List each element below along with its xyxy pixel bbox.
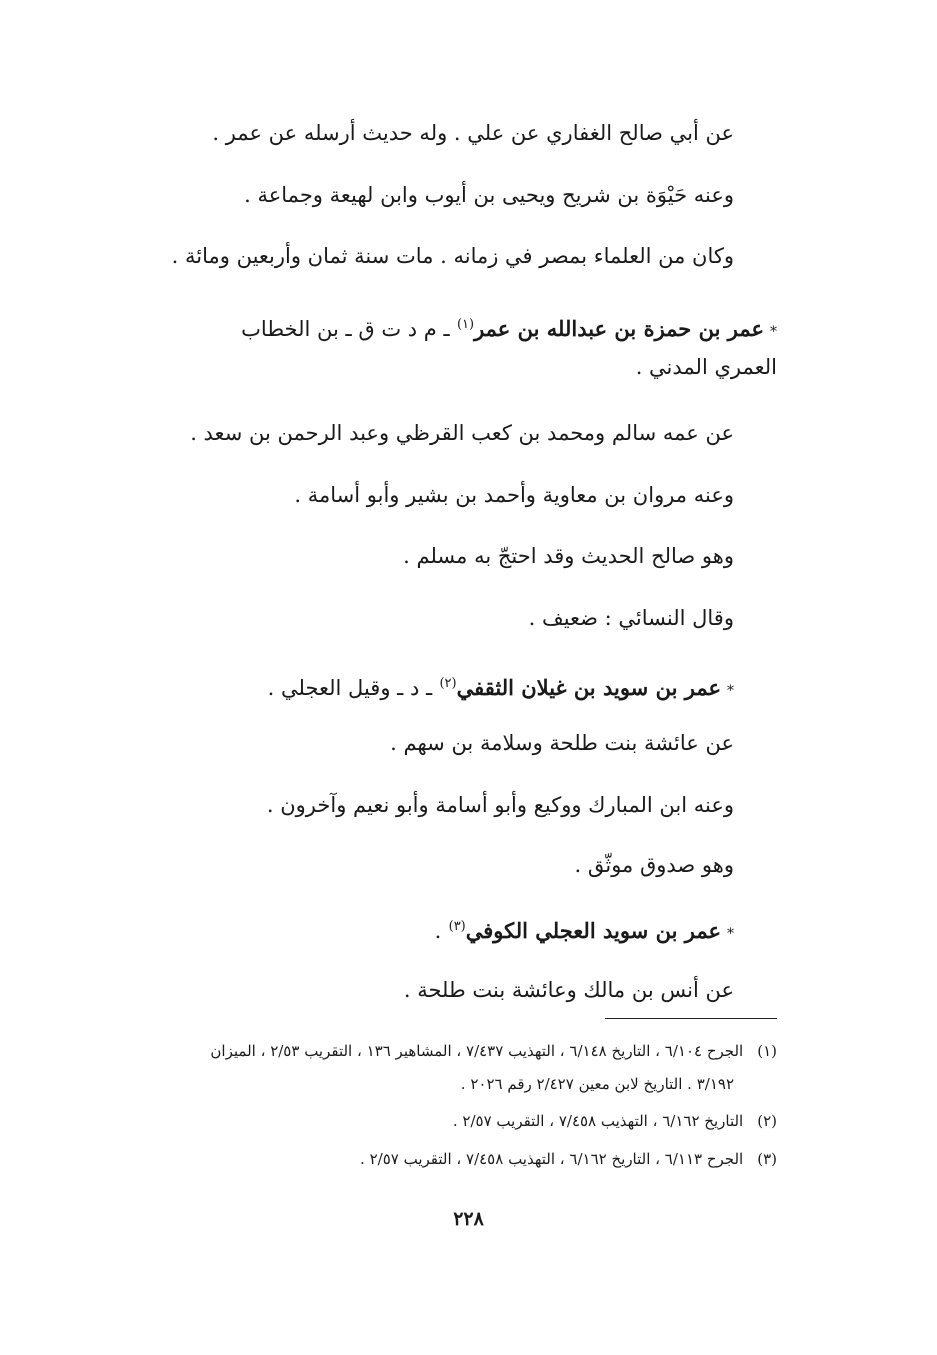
entry-name: عمر بن سويد بن غيلان الثقفي xyxy=(456,675,721,700)
text-line: وكان من العلماء بمصر في زمانه . مات سنة ثمان وأربعين ومائة . xyxy=(171,244,734,268)
footnote-ref: (٣) xyxy=(448,919,466,934)
text-line: وهو صالح الحديث وقد احتجّ به مسلم . xyxy=(403,544,734,568)
entry-star: * xyxy=(727,683,734,699)
page-number: ٢٢٨ xyxy=(453,1208,484,1230)
footnote xyxy=(360,1148,777,1170)
entry-heading xyxy=(268,669,734,706)
footnote-number: (١) xyxy=(757,1042,777,1060)
footnote-text: التاريخ ٦/١٦٢ ، التهذيب ٧/٤٥٨ ، التقريب ٢/٥٧ . xyxy=(452,1112,744,1130)
text-line: عن أبي صالح الغفاري عن علي . وله حديث أرسله عن عمر . xyxy=(212,121,734,145)
text-line: وهو صدوق موثّق . xyxy=(574,853,734,877)
entry-rest: . xyxy=(434,919,442,943)
footnote xyxy=(210,1040,777,1062)
entry-heading xyxy=(435,912,734,949)
entry-continuation: العمري المدني . xyxy=(635,355,777,379)
text-line: عن عمه سالم ومحمد بن كعب القرظي وعبد الرحمن بن سعد . xyxy=(190,421,734,445)
text-line: وقال النسائي : ضعيف . xyxy=(528,606,734,630)
text-line: وعنه حَيْوَة بن شريح ويحيى بن أيوب وابن لهيعة وجماعة . xyxy=(244,183,734,207)
text-line: وعنه مروان بن معاوية وأحمد بن بشير وأبو أسامة . xyxy=(294,483,734,507)
entry-heading xyxy=(241,310,777,347)
footnote-number: (٣) xyxy=(757,1150,777,1168)
text-line: عن أنس بن مالك وعائشة بنت طلحة . xyxy=(403,978,734,1002)
footnote-ref: (٢) xyxy=(439,676,457,691)
entry-star: * xyxy=(770,324,777,340)
footnote-continuation: ٣/١٩٢ . التاريخ لابن معين ٢/٤٢٧ رقم ٢٠٢٦ . xyxy=(460,1075,734,1093)
entry-name: عمر بن سويد العجلي الكوفي xyxy=(465,918,721,943)
entry-name: عمر بن حمزة بن عبدالله بن عمر xyxy=(474,316,764,341)
entry-rest: ـ م د ت ق ـ بن الخطاب xyxy=(241,317,450,341)
footnote-text: الجرح ٦/١٠٤ ، التاريخ ٦/١٤٨ ، التهذيب ٧/٤٣٧ ، المشاهير ١٣٦ ، التقريب ٢/٥٣ ، الميزان xyxy=(210,1042,744,1060)
footnote-text: الجرح ٦/١١٣ ، التاريخ ٦/١٦٢ ، التهذيب ٧/٤٥٨ ، التقريب ٢/٥٧ . xyxy=(360,1150,744,1168)
text-line: وعنه ابن المبارك ووكيع وأبو أسامة وأبو نعيم وآخرون . xyxy=(266,793,734,817)
footnote-rule xyxy=(605,1018,777,1019)
footnote-number: (٢) xyxy=(757,1112,777,1130)
entry-star: * xyxy=(727,926,734,942)
text-line: عن عائشة بنت طلحة وسلامة بن سهم . xyxy=(390,731,734,755)
entry-rest: ـ د ـ وقيل العجلي . xyxy=(267,676,433,700)
footnote xyxy=(453,1110,777,1132)
footnote-ref: (١) xyxy=(456,317,475,332)
